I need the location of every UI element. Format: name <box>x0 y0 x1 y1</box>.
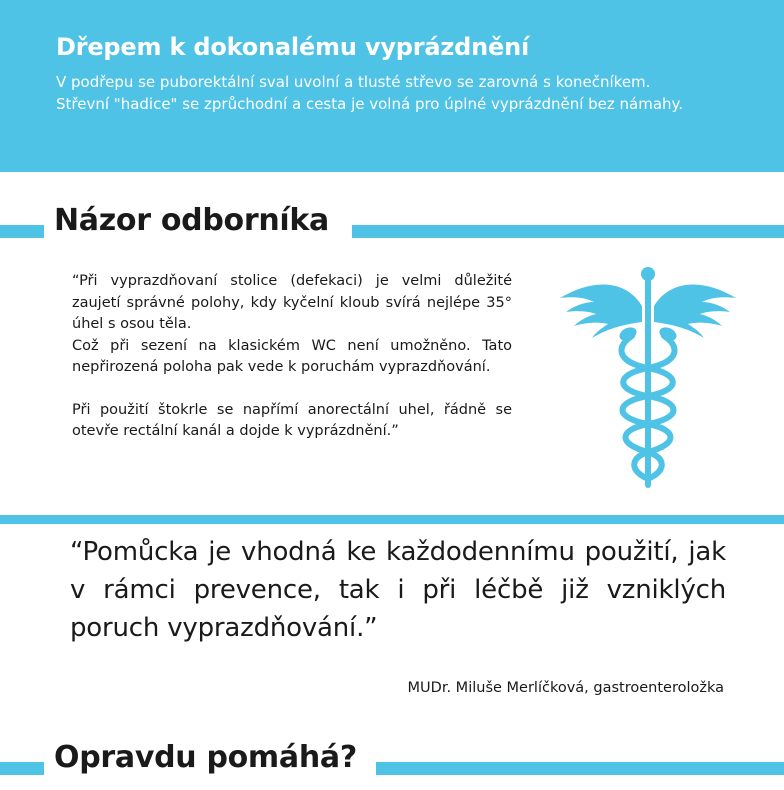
doctor-quote: “Pomůcka je vhodná ke každodennímu použití, jak v rámci prevence, tak i při léčbě již vzniklých poruch vyprazdňování.” <box>70 537 726 643</box>
expert-opinion-text <box>72 271 512 443</box>
expert-section-title: Názor odborníka <box>54 203 329 238</box>
section-rule-left-2 <box>0 762 44 775</box>
caduceus-icon <box>556 262 740 488</box>
quote-divider <box>0 515 784 524</box>
expert-paragraph-2: Což při sezení na klasickém WC není umožněno. Tato nepřirozená poloha pak vede k poruchám vyprazdňování. <box>72 337 512 375</box>
section-rule-right-2 <box>376 762 784 775</box>
banner-text: V podřepu se puborektální sval uvolní a tlusté střevo se zarovná s konečníkem. Střevní "hadice" se zprůchodní a cesta je volná pro úplné vyprázdnění bez námahy. <box>56 73 684 113</box>
banner-title: Dřepem k dokonalému vyprázdnění <box>56 33 530 61</box>
quote-author: MUDr. Miluše Merlíčková, gastroenteroložka <box>407 680 724 696</box>
intro-banner <box>0 0 784 172</box>
section-rule-left <box>0 225 44 238</box>
expert-paragraph-3: Při použití štokrle se napřímí anorectální uhel, řádně se otevře rectální kanál a dojde k vyprázdnění.” <box>72 401 512 439</box>
effectiveness-section-title: Opravdu pomáhá? <box>54 740 357 775</box>
expert-paragraph-1: “Při vyprazdňovaní stolice (defekaci) je velmi důležité zaujetí správné polohy, kdy kyčelní kloub svírá nejlépe 35° úhel s osou těla. <box>72 273 512 332</box>
section-rule-right <box>352 225 784 238</box>
